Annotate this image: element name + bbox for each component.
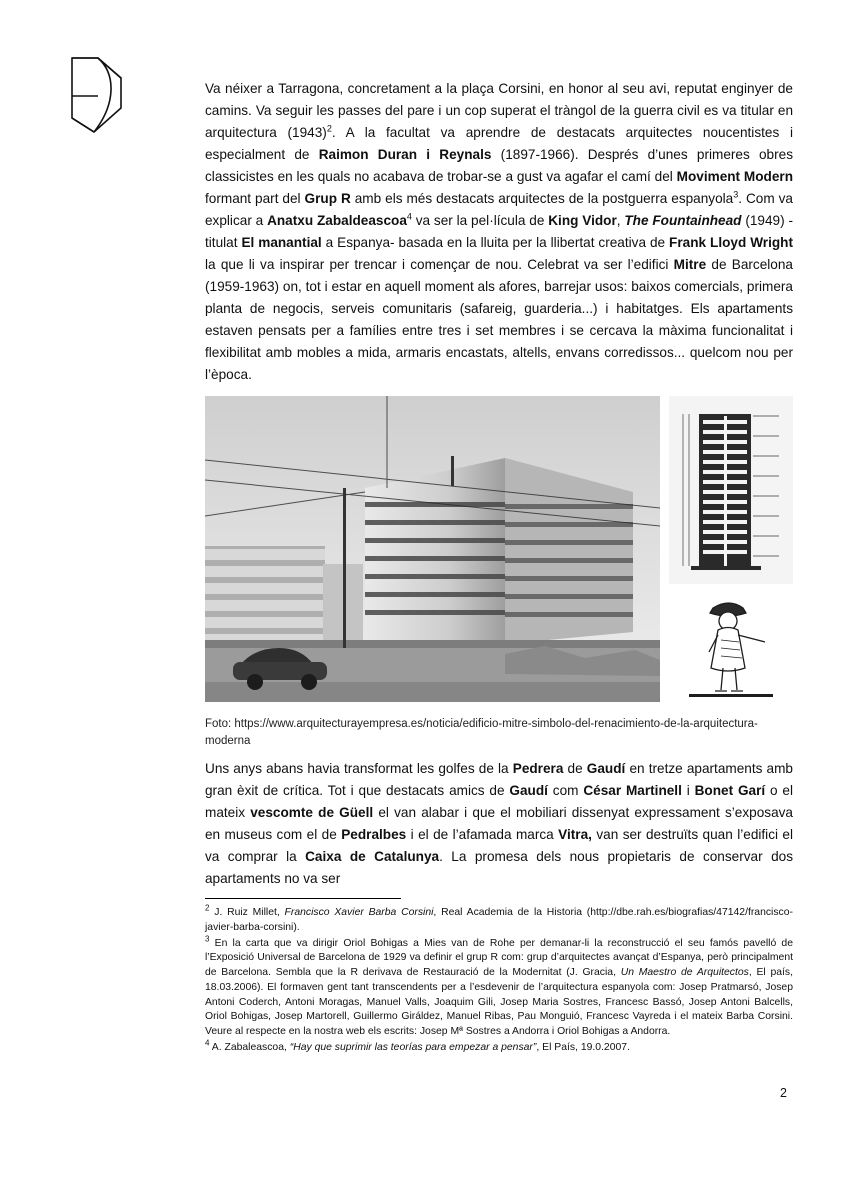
- illustration-figure: [669, 590, 793, 702]
- main-text-block-2: [205, 758, 793, 890]
- geometric-monogram-logo: [68, 56, 126, 134]
- figure-block: [205, 396, 793, 702]
- main-text-block: [205, 78, 793, 386]
- footnote-separator: [205, 898, 401, 899]
- footnote-4: $^4$ A. Zabaleascoa, “Hay que suprimir las teorías para empezar a pensar”, El País, 19.0.2007.: [205, 1038, 630, 1053]
- footnote-2: $^2$ J. Ruiz Millet, Francisco Xavier Barba Corsini, Real Academia de la Historia (http://dbe.rah.es/biografias/47142/francisco-javier-barba-corsini).: [205, 903, 793, 933]
- photo-edifici-mitre: [205, 396, 660, 702]
- footnote-3: $^3$ En la carta que va dirigir Oriol Bohigas a Mies van de Rohe per demanar-li la reconstrucció el seu famós pavelló de l’Exposició Universal de Barcelona de 1929 va definir el grup R com: grup d’arquitectes avançat d’Espanya, però principalment de Barcelona. Sembla que la R derivava de Restauració de la Modernitat (J. Gracia, Un Maestro de Arquitectos, El país, 18.03.2006). El formaven gent tant transcendents per a l’esdevenir de l’arquitectura espanyola com: Josep Pratmarsó, Josep Antoni Coderch, Antoni Moragas, Manuel Valls, Joaquim Gili, Josep Maria Sostres, Francesc Bassó, Josep Antoni Balcells, Oriol Bohigas, Josep Martorell, Guillermo Giráldez, Manuel Ribas, Pau Monguió, Francesc Vayreda i el mateix Barba Corsini. Veure al respecte en la nostra web els escrits: Josep Mª Sostres a Andorra i Oriol Bohigas a Andorra.: [205, 934, 793, 1038]
- paragraph-2: Uns anys abans havia transformat les golfes de la Pedrera de Gaudí en tretze apartaments amb gran èxit de crítica. Tot i que destacats amics de Gaudí com César Martinell i Bonet Garí o el mateix vescomte de Güell el van alabar i que el mobiliari dissenyat expressament s’exposava en museus com el de Pedralbes i el de l’afamada marca Vitra, van ser destruïts quan l’edifici el va comprar la Caixa de Catalunya. La promesa dels nous propietaris de conservar dos apartaments no va ser: [205, 761, 794, 887]
- figure-caption: Foto: https://www.arquitecturayempresa.es/noticia/edificio-mitre-simbolo-del-renacimiento-de-la-arquitectura-moderna: [205, 718, 758, 747]
- footnotes-block: [205, 903, 793, 1057]
- photo-alcat-planol: [669, 396, 793, 584]
- paragraph-1: Va néixer a Tarragona, concretament a la plaça Corsini, en honor al seu avi, reputat enginyer de camins. Va seguir les passes del pare i un cop superat el tràngol de la guerra civil es va titular en arquitectura $(1943)^2$. A la facultat va aprendre de destacats arquitectes noucentistes i especialment de Raimon Duran i Reynals (1897-1966). Després d’unes primeres obres classicistes en les quals no acabava de trobar-se a gust va agafar el camí del Moviment Modern formant part del Grup R amb els més destacats arquitectes de la postguerra espanyola$^3$. Com va explicar a Anatxu Zabaldeascoa$^4$ va ser la pel·lícula de King Vidor, The Fountainhead (1949) -titulat El manantial a Espanya- basada en la lluita per la llibertat creativa de Frank Lloyd Wright la que li va inspirar per trencar i començar de nou. Celebrat va ser l’edifici Mitre de Barcelona (1959-1963) on, tot i estar en aquell moment als afores, barrejar usos: baixos comercials, primera planta de negocis, serveis comunitaris (safareig, guarderia...) i habitatges. Els apartaments estaven pensats per a famílies entre tres i set membres i se cercava la màxima funcionalitat i flexibilitat amb mobles a mida, armaris encastats, altells, envans corredissos... quelcom nou per l’època.: [205, 81, 794, 383]
- page-number: 2: [780, 1086, 787, 1100]
